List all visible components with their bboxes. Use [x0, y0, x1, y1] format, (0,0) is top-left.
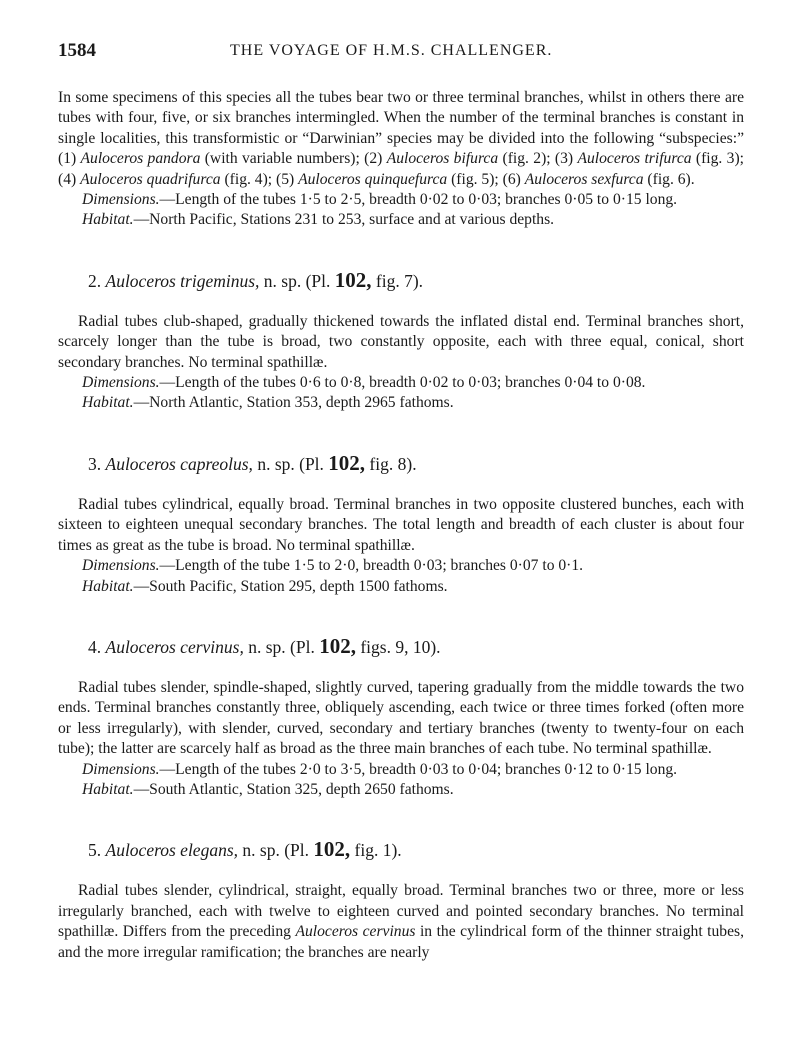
species-section-4 [58, 635, 744, 800]
subspecies-name: Auloceros bifurca [386, 150, 499, 168]
page [58, 40, 744, 963]
species-section-2 [58, 269, 744, 414]
species-description: Radial tubes club-shaped, gradually thickened towards the inflated distal end. Terminal branches short, scarcely longer than the tube is broad, two constantly opposite, each with three equal, conical, short secondary branches. No terminal spathillæ. [58, 312, 744, 371]
dimensions-line: Dimensions.—Length of the tubes 0·6 to 0·8, breadth 0·02 to 0·03; branches 0·04 to 0·08. [82, 374, 646, 392]
species-description: Radial tubes slender, spindle-shaped, slightly curved, tapering gradually from the middle towards the two ends. Terminal branches constantly three, obliquely ascending, each twice or three times forked (often more or less irregularly), with slender, curved, secondary and tertiary branches (twenty to twenty-four on each tube); the latter are scarcely half as broad as the three main branches of each tube. No terminal spathillæ. [58, 678, 744, 758]
subspecies-name: Auloceros sexfurca [524, 170, 644, 188]
dimensions-line: Dimensions.—Length of the tubes 1·5 to 2·5, breadth 0·02 to 0·03; branches 0·05 to 0·15 long. [82, 191, 678, 209]
habitat-line: Habitat.—South Pacific, Station 295, depth 1500 fathoms. [82, 577, 448, 595]
species-heading: 4. Auloceros cervinus, n. sp. (Pl. 102, figs. 9, 10). [88, 633, 441, 658]
species-section-5 [58, 838, 744, 963]
intro-paragraph: In some specimens of this species all the tubes bear two or three terminal branches, whilst in others there are tubes with four, five, or six branches intermingled. When the number of the terminal branches is constant in single localities, this transformistic or “Darwinian” species may be divided into the following “subspecies:” (1) Auloceros pandora (with variable numbers); (2) Auloceros bifurca (fig. 2); (3) Auloceros trifurca (fig. 3); (4) Auloceros quadrifurca (fig. 4); (5) Auloceros quinquefurca (fig. 5); (6) Auloceros sexfurca (fig. 6). [58, 89, 744, 188]
intro-section [58, 88, 744, 231]
subspecies-name: Auloceros quadrifurca [80, 170, 221, 188]
subspecies-name: Auloceros trifurca [577, 150, 692, 168]
running-title: THE VOYAGE OF H.M.S. CHALLENGER. [230, 42, 553, 59]
page-header [58, 40, 744, 66]
subspecies-name: Auloceros pandora [80, 150, 201, 168]
species-section-3 [58, 452, 744, 597]
species-heading: 3. Auloceros capreolus, n. sp. (Pl. 102, fig. 8). [88, 450, 417, 475]
dimensions-line: Dimensions.—Length of the tube 1·5 to 2·0, breadth 0·03; branches 0·07 to 0·1. [82, 557, 584, 575]
species-description: Radial tubes cylindrical, equally broad. Terminal branches in two opposite clustered bunches, each with sixteen to eighteen unequal secondary branches. The total length and breadth of each cluster is about four times as great as the tube is broad. No terminal spathillæ. [58, 495, 744, 554]
dimensions-line: Dimensions.—Length of the tubes 2·0 to 3·5, breadth 0·03 to 0·04; branches 0·12 to 0·15 long. [82, 760, 678, 778]
habitat-line: Habitat.—North Pacific, Stations 231 to 253, surface and at various depths. [82, 211, 555, 229]
species-heading: 2. Auloceros trigeminus, n. sp. (Pl. 102, fig. 7). [88, 267, 424, 292]
habitat-line: Habitat.—North Atlantic, Station 353, depth 2965 fathoms. [82, 394, 454, 412]
species-description: Radial tubes slender, cylindrical, straight, equally broad. Terminal branches two or three, more or less irregularly branched, each with twelve to eighteen curved and pointed secondary branches. No terminal spathillæ. Differs from the preceding Auloceros cervinus in the cylindrical form of the thinner straight tubes, and the more irregular ramification; the branches are nearly [58, 882, 744, 961]
species-heading: 5. Auloceros elegans, n. sp. (Pl. 102, fig. 1). [88, 837, 402, 862]
habitat-line: Habitat.—South Atlantic, Station 325, depth 2650 fathoms. [82, 780, 454, 798]
page-number: 1584 [58, 40, 96, 61]
subspecies-name: Auloceros quinquefurca [298, 170, 448, 188]
